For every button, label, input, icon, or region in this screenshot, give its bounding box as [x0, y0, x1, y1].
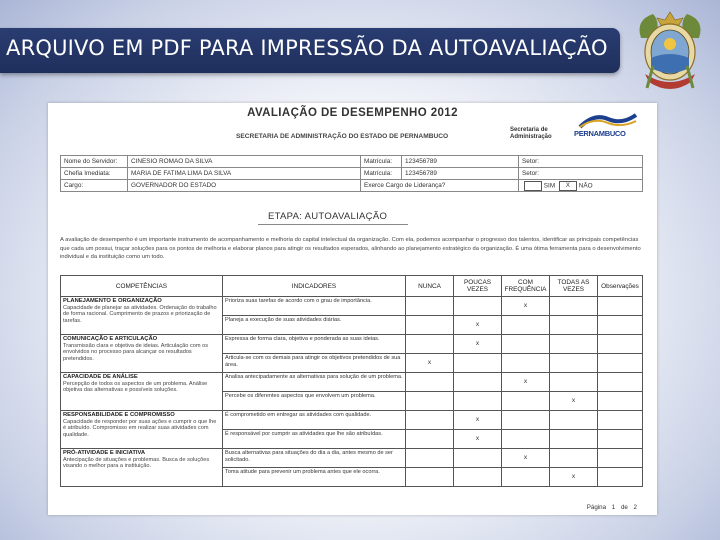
rating-cell[interactable] [550, 449, 598, 468]
competency-title: CAPACIDADE DE ANÁLISE [63, 374, 138, 380]
table-row [61, 449, 643, 468]
matricula-value: 123456789 [402, 168, 519, 180]
rating-cell[interactable] [454, 449, 502, 468]
competency-description: Capacidade de planejar as atividades. Ordenação do trabalho de forma racional. Cumprimento de prazos e priorização de tarefas. [63, 304, 217, 324]
info-row-chefia [61, 168, 643, 180]
rating-cell[interactable] [502, 392, 550, 411]
sim-label: SIM [543, 182, 556, 190]
competency-cell [61, 411, 223, 449]
rating-cell[interactable] [454, 297, 502, 316]
competencies-table [60, 275, 643, 487]
rating-cell[interactable] [454, 468, 502, 487]
chefia-value: MARIA DE FATIMA LIMA DA SILVA [128, 168, 361, 180]
rating-cell[interactable] [550, 335, 598, 354]
cargo-value: GOVERNADOR DO ESTADO [128, 180, 361, 192]
header-observacoes: Observações [598, 276, 643, 297]
competency-title: RESPONSABILIDADE E COMPROMISSO [63, 412, 175, 418]
rating-cell[interactable] [502, 430, 550, 449]
rating-cell[interactable] [550, 430, 598, 449]
observacoes-cell[interactable] [598, 411, 643, 430]
rating-cell[interactable] [406, 430, 454, 449]
pernambuco-flag-icon [574, 111, 642, 129]
chefia-label: Chefia Imediata: [61, 168, 128, 180]
indicator-cell: Toma atitude para prevenir um problema antes que ele ocorra. [223, 468, 406, 487]
competency-title: PRÓ-ATIVIDADE E INICIATIVA [63, 450, 146, 456]
competency-description: Transmissão clara e objetiva de ideias. Articulação com os envolvidos no processo para alcançar os resultados pretendidos. [63, 342, 208, 362]
table-row [61, 335, 643, 354]
servidor-label: Nome do Servidor: [61, 156, 128, 168]
table-row [61, 297, 643, 316]
indicator-cell: Percebe os diferentes aspectos que envolvem um problema. [223, 392, 406, 411]
indicator-cell: Analisa antecipadamente as alternativas para solução de um problema. [223, 373, 406, 392]
matricula-label: Matrícula: [361, 156, 402, 168]
rating-cell[interactable]: x [502, 373, 550, 392]
nao-label: NÃO [578, 182, 593, 190]
rating-cell[interactable] [406, 373, 454, 392]
header-poucas-vezes: POUCAS VEZES [454, 276, 502, 297]
observacoes-cell[interactable] [598, 354, 643, 373]
header-competencias: COMPETÊNCIAS [61, 276, 223, 297]
secretaria-logo-line1: Secretaria de [510, 127, 548, 133]
indicator-cell: Busca alternativas para situações do dia a dia, antes mesmo de ser solicitado. [223, 449, 406, 468]
rating-cell[interactable]: x [550, 392, 598, 411]
observacoes-cell[interactable] [598, 316, 643, 335]
lideranca-options [519, 180, 643, 192]
rating-cell[interactable] [406, 316, 454, 335]
observacoes-cell[interactable] [598, 449, 643, 468]
observacoes-cell[interactable] [598, 468, 643, 487]
pernambuco-logo-text: PERNAMBUCO [574, 129, 626, 138]
rating-cell[interactable] [406, 335, 454, 354]
setor-label: Setor: [519, 168, 643, 180]
slide-title-bar [0, 28, 620, 73]
table-row [61, 411, 643, 430]
rating-cell[interactable] [454, 354, 502, 373]
etapa-underline [258, 224, 408, 225]
rating-cell[interactable] [406, 449, 454, 468]
indicator-cell: Prioriza suas tarefas de acordo com o grau de importância. [223, 297, 406, 316]
rating-cell[interactable] [550, 373, 598, 392]
rating-cell[interactable] [454, 392, 502, 411]
rating-cell[interactable] [550, 297, 598, 316]
pernambuco-coat-of-arms-icon [631, 8, 709, 94]
document-subtitle: SECRETARIA DE ADMINISTRAÇÃO DO ESTADO DE PERNAMBUCO [236, 133, 449, 140]
info-row-servidor [61, 156, 643, 168]
matricula-label: Matrícula: [361, 168, 402, 180]
etapa-heading: ETAPA: AUTOAVALIAÇÃO [268, 211, 388, 222]
setor-label: Setor: [519, 156, 643, 168]
competency-description: Percepção de todos os aspectos de um problema. Análise objetiva das alternativas e possíveis soluções. [63, 380, 208, 393]
rating-cell[interactable] [406, 411, 454, 430]
observacoes-cell[interactable] [598, 335, 643, 354]
rating-cell[interactable]: x [454, 430, 502, 449]
competency-cell [61, 449, 223, 487]
indicator-cell: É responsável por cumprir as atividades que lhe são atribuídas. [223, 430, 406, 449]
rating-cell[interactable] [502, 335, 550, 354]
rating-cell[interactable] [502, 468, 550, 487]
observacoes-cell[interactable] [598, 392, 643, 411]
cargo-label: Cargo: [61, 180, 128, 192]
rating-cell[interactable] [406, 468, 454, 487]
indicator-cell: Planeja a execução de suas atividades diárias. [223, 316, 406, 335]
rating-cell[interactable]: x [502, 449, 550, 468]
rating-cell[interactable] [502, 354, 550, 373]
header-com-frequencia: COM FREQUÊNCIA [502, 276, 550, 297]
secretaria-logo-line2: Administração [510, 134, 552, 140]
competency-cell [61, 335, 223, 373]
page-number: Página 1 de 2 [586, 504, 637, 511]
rating-cell[interactable] [550, 354, 598, 373]
pernambuco-logo [574, 111, 642, 141]
rating-cell[interactable] [550, 316, 598, 335]
observacoes-cell[interactable] [598, 297, 643, 316]
competency-cell [61, 297, 223, 335]
indicator-cell: É comprometido em entregar as atividades com qualidade. [223, 411, 406, 430]
header-nunca: NUNCA [406, 276, 454, 297]
header-todas-as-vezes: TODAS AS VEZES [550, 276, 598, 297]
competency-title: COMUNICAÇÃO E ARTICULAÇÃO [63, 336, 158, 342]
competency-description: Antecipação de situações e problemas. Busca de soluções visando o melhor para a instituição. [63, 456, 210, 469]
competency-title: PLANEJAMENTO E ORGANIZAÇÃO [63, 298, 162, 304]
table-row [61, 373, 643, 392]
info-row-cargo [61, 180, 643, 192]
intro-paragraph: A avaliação de desempenho é um importante instrumento de acompanhamento e melhoria do capital intelectual da organização. Com ela, podemos acompanhar o progresso dos talentos, identificar as principais competências que cada um possui, traçar soluções para os pontos de melhoria e elaborar planos para atingir os resultados esperados, alinhando ao planejamento estratégico da organização. É uma ótima ferramenta para o desenvolvimento individual e da instituição como um todo. [60, 237, 641, 261]
competency-cell [61, 373, 223, 411]
rating-cell[interactable] [550, 411, 598, 430]
pdf-document-preview [48, 103, 657, 515]
rating-cell[interactable]: x [406, 354, 454, 373]
rating-cell[interactable] [502, 411, 550, 430]
rating-cell[interactable] [502, 316, 550, 335]
table-header-row [61, 276, 643, 297]
document-title: AVALIAÇÃO DE DESEMPENHO 2012 [247, 107, 458, 119]
competency-description: Capacidade de responder por suas ações e cumprir o que lhe é atribuído. Compromisso em realizar suas atividades com qualidade. [63, 418, 217, 438]
secretaria-logo [510, 127, 568, 143]
observacoes-cell[interactable] [598, 430, 643, 449]
rating-cell[interactable]: x [454, 316, 502, 335]
rating-cell[interactable]: x [454, 335, 502, 354]
sim-checkbox[interactable] [524, 181, 542, 191]
nao-checkbox[interactable]: X [559, 181, 577, 191]
rating-cell[interactable]: x [502, 297, 550, 316]
slide-title: ARQUIVO EM PDF PARA IMPRESSÃO DA AUTOAVALIAÇÃO [6, 36, 608, 60]
employee-info-table [60, 155, 643, 192]
servidor-value: CINESIO ROMAO DA SILVA [128, 156, 361, 168]
observacoes-cell[interactable] [598, 373, 643, 392]
header-indicadores: INDICADORES [223, 276, 406, 297]
rating-cell[interactable]: x [550, 468, 598, 487]
rating-cell[interactable] [406, 392, 454, 411]
indicator-cell: Expressa de forma clara, objetiva e ponderada as suas ideias. [223, 335, 406, 354]
lideranca-label: Exerce Cargo de Liderança? [361, 180, 519, 192]
matricula-value: 123456789 [402, 156, 519, 168]
rating-cell[interactable] [454, 373, 502, 392]
rating-cell[interactable] [406, 297, 454, 316]
indicator-cell: Articula-se com os demais para atingir os objetivos pretendidos de sua área. [223, 354, 406, 373]
rating-cell[interactable]: x [454, 411, 502, 430]
